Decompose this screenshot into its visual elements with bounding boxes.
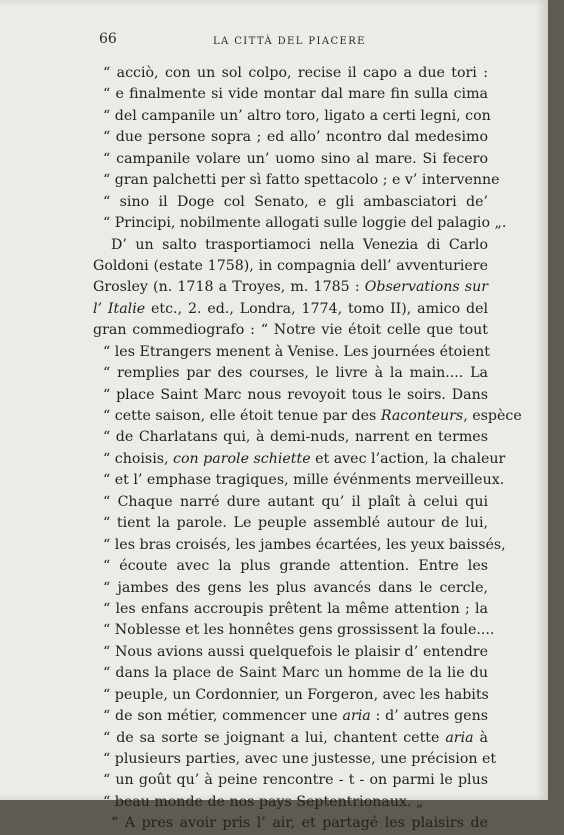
page-number: 66 [99, 31, 117, 47]
running-title: LA CITTÀ DEL PIACERE [213, 36, 366, 47]
text-line: “ A pres avoir pris l’ air, et partagé les plaisirs de [111, 815, 488, 832]
text-line: gran commediografo : “ Notre vie étoit celle que tout [93, 322, 488, 339]
text-line: “ sino il Doge col Senato, e gli ambasciatori de’ [103, 193, 488, 210]
text-line: “ gran palchetti per sì fatto spettacolo ; e v’ intervenne [103, 172, 500, 189]
text-line: Goldoni (estate 1758), in compagnia dell’ avventuriere [93, 257, 488, 274]
text-line: “ cette saison, elle étoit tenue par des Raconteurs, espèce [103, 408, 522, 424]
text-line: “ de sa sorte se joignant a lui, chantent cette aria à [103, 729, 488, 746]
text-line: “ due persone sopra ; ed allo’ ncontro dal medesimo [103, 129, 488, 146]
text-line: “ un goût qu’ à peine rencontre - t - on parmi le plus [103, 772, 488, 789]
text-line: “ de Charlatans qui, à demi-nuds, narrent en termes [103, 429, 488, 446]
text-line: “ beau monde de nos pays Septentrionaux. „ [103, 793, 424, 810]
text-line: “ Nous avions aussi quelquefois le plaisir d’ entendre [103, 643, 488, 660]
text-line: “ choisis, con parole schiette et avec l’action, la chaleur [103, 450, 506, 467]
text-line: “ jambes des gens les plus avancés dans le cercle, [103, 579, 488, 596]
text-line: D’ un salto trasportiamoci nella Venezia di Carlo [111, 236, 488, 253]
text-line: “ peuple, un Cordonnier, un Forgeron, avec les habits [103, 686, 489, 703]
text-line: Grosley (n. 1718 a Troyes, m. 1785 : Observations sur [93, 279, 488, 296]
text-line: “ remplies par des courses, le livre à la main.... La [103, 365, 488, 382]
text-line: “ les enfans accroupis prêtent la même attention ; la [103, 600, 488, 617]
text-line: “ campanile volare un’ uomo sino al mare. Si fecero [103, 150, 488, 167]
text-line: “ plusieurs parties, avec une justesse, une précision et [103, 751, 497, 767]
text-line: l’ Italie etc., 2. ed., Londra, 1774, tomo II), amico del [93, 300, 488, 317]
text-line: “ e finalmente si vide montar dal mare fin sulla cima [103, 86, 488, 103]
text-line: “ place Saint Marc nous revoyoit tous le soirs. Dans [103, 386, 488, 403]
text-line: “ tient la parole. Le peuple assemblé autour de lui, [103, 515, 488, 532]
text-line: “ Chaque narré dure autant qu’ il plaît à celui qui [103, 493, 488, 510]
text-line: “ dans la place de Saint Marc un homme de la lie du [103, 665, 488, 682]
text-line: “ les bras croisés, les jambes écartées, les yeux baissés, [103, 536, 506, 553]
body-text [93, 63, 522, 835]
text-line: “ acciò, con un sol colpo, recise il capo a due tori : [103, 65, 488, 81]
text-line: “ Noblesse et les honnêtes gens grossissent la foule.... [103, 622, 495, 639]
text-line: “ écoute avec la plus grande attention. Entre les [103, 558, 488, 575]
text-line: “ del campanile un’ altro toro, ligato a certi legni, con [103, 107, 491, 124]
text-line: “ de son métier, commencer une aria : d’ autres gens [103, 708, 488, 725]
text-line: “ les Etrangers menent à Venise. Les journées étoient [103, 343, 490, 360]
text-line: “ et l’ emphase tragiques, mille événments merveilleux. [103, 472, 505, 489]
text-line: “ Principi, nobilmente allogati sulle loggie del palagio „. [103, 215, 507, 232]
